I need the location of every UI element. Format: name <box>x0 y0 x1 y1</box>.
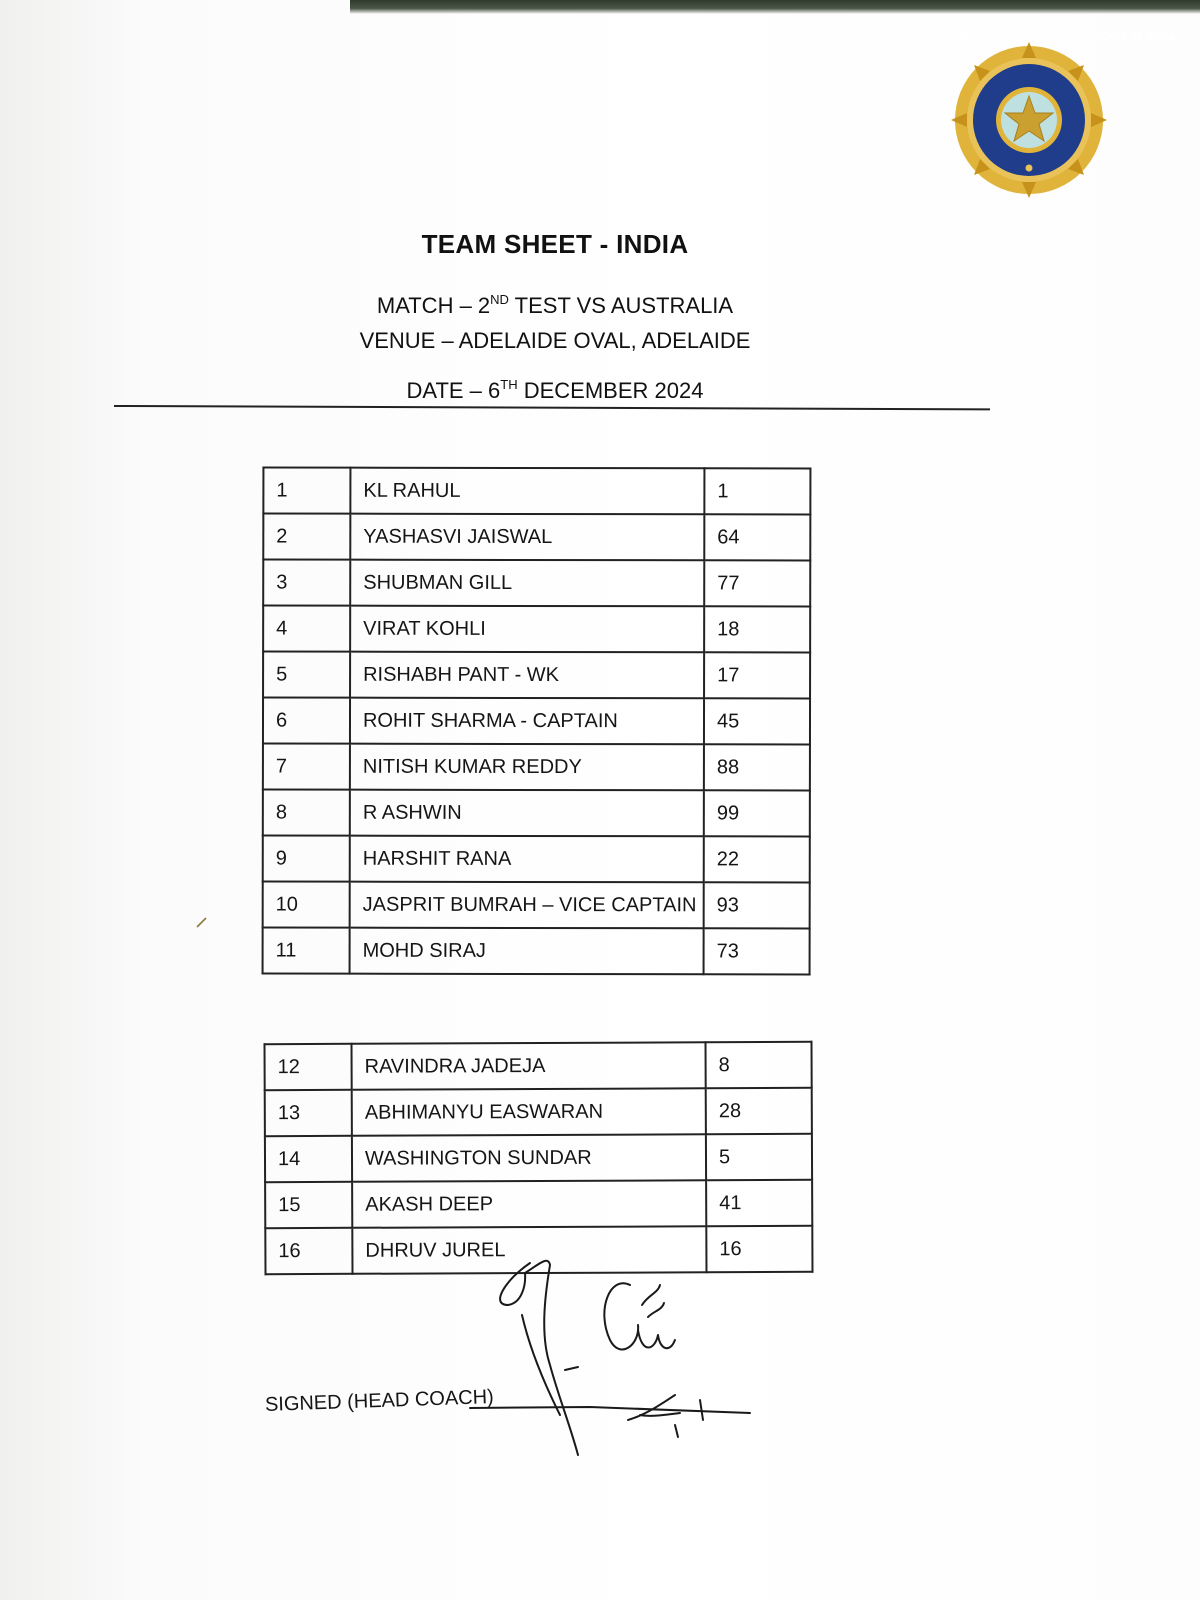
bcci-logo <box>944 32 1176 200</box>
logo-ring-text: BOARD OF CONTROL FOR CRICKET IN INDIA <box>944 32 1176 43</box>
shirt-number: 88 <box>704 744 810 790</box>
table-row <box>263 468 810 515</box>
row-number: 15 <box>265 1182 352 1228</box>
shirt-number: 5 <box>706 1134 812 1180</box>
table-row <box>263 606 810 653</box>
head-coach-signature <box>470 1255 770 1485</box>
player-name: RAVINDRA JADEJA <box>352 1042 706 1090</box>
date-suffix: DECEMBER 2024 <box>517 378 704 403</box>
player-name: NITISH KUMAR REDDY <box>350 744 704 791</box>
row-number: 7 <box>263 744 350 790</box>
venue-line: VENUE – ADELAIDE OVAL, ADELAIDE <box>359 328 751 353</box>
row-number: 12 <box>265 1044 352 1090</box>
table-row <box>265 1134 812 1182</box>
date-ordinal: TH <box>500 377 518 392</box>
player-name: ROHIT SHARMA - CAPTAIN <box>350 698 704 745</box>
row-number: 4 <box>263 606 350 652</box>
shirt-number: 18 <box>704 606 810 652</box>
player-name: YASHASVI JAISWAL <box>350 514 704 561</box>
player-name: JASPRIT BUMRAH – VICE CAPTAIN <box>350 882 704 929</box>
shirt-number: 41 <box>706 1180 812 1226</box>
date-line <box>0 377 1110 404</box>
table-row <box>263 514 810 561</box>
row-number: 5 <box>263 652 350 698</box>
row-number: 6 <box>263 698 350 744</box>
reserves-table <box>263 1041 813 1275</box>
row-number: 3 <box>263 560 350 606</box>
photo-background-edge <box>350 0 1200 14</box>
table-row <box>263 928 810 975</box>
row-number: 9 <box>263 836 350 882</box>
match-line <box>0 292 1110 319</box>
row-number: 11 <box>263 928 350 974</box>
shirt-number: 99 <box>704 790 810 836</box>
table-row <box>265 1088 812 1136</box>
table-row <box>265 1180 812 1228</box>
row-number: 10 <box>263 882 350 928</box>
match-suffix: TEST VS AUSTRALIA <box>508 293 734 318</box>
row-number: 16 <box>265 1228 352 1274</box>
header-divider <box>114 405 990 410</box>
player-name: KL RAHUL <box>350 468 704 515</box>
pen-mark <box>195 915 209 929</box>
shirt-number: 8 <box>705 1042 811 1088</box>
shirt-number: 45 <box>704 698 810 744</box>
shirt-number: 73 <box>704 928 810 974</box>
shirt-number: 93 <box>704 882 810 928</box>
player-name: AKASH DEEP <box>352 1180 706 1228</box>
player-name: WASHINGTON SUNDAR <box>352 1134 706 1182</box>
shirt-number: 77 <box>704 560 810 606</box>
row-number: 1 <box>263 468 350 514</box>
playing-xi-table <box>262 467 812 976</box>
table-row <box>263 560 810 607</box>
page-title: TEAM SHEET - INDIA <box>421 229 689 259</box>
match-prefix: MATCH – 2 <box>376 293 491 318</box>
table-row <box>263 744 810 791</box>
player-name: MOHD SIRAJ <box>350 928 704 975</box>
player-name: DHRUV JUREL <box>352 1226 706 1274</box>
row-number: 13 <box>265 1090 352 1136</box>
table-row <box>263 652 810 699</box>
shirt-number: 64 <box>704 514 810 560</box>
table-row <box>263 882 810 929</box>
match-ordinal: ND <box>490 292 509 307</box>
shirt-number: 1 <box>704 468 810 514</box>
player-name: HARSHIT RANA <box>350 836 704 883</box>
player-name: R ASHWIN <box>350 790 704 837</box>
shirt-number: 16 <box>706 1226 812 1272</box>
player-name: VIRAT KOHLI <box>350 606 704 653</box>
player-name: RISHABH PANT - WK <box>350 652 704 699</box>
row-number: 14 <box>265 1136 352 1182</box>
shirt-number: 17 <box>704 652 810 698</box>
table-row <box>263 836 810 883</box>
signed-label: SIGNED (HEAD COACH) <box>264 1386 495 1416</box>
player-name: ABHIMANYU EASWARAN <box>352 1088 706 1136</box>
shirt-number: 28 <box>706 1088 812 1134</box>
table-row <box>263 790 810 837</box>
shirt-number: 22 <box>704 836 810 882</box>
row-number: 8 <box>263 790 350 836</box>
table-row <box>263 698 810 745</box>
table-row <box>265 1042 812 1090</box>
row-number: 2 <box>263 514 350 560</box>
player-name: SHUBMAN GILL <box>350 560 704 607</box>
date-prefix: DATE – 6 <box>406 378 501 403</box>
